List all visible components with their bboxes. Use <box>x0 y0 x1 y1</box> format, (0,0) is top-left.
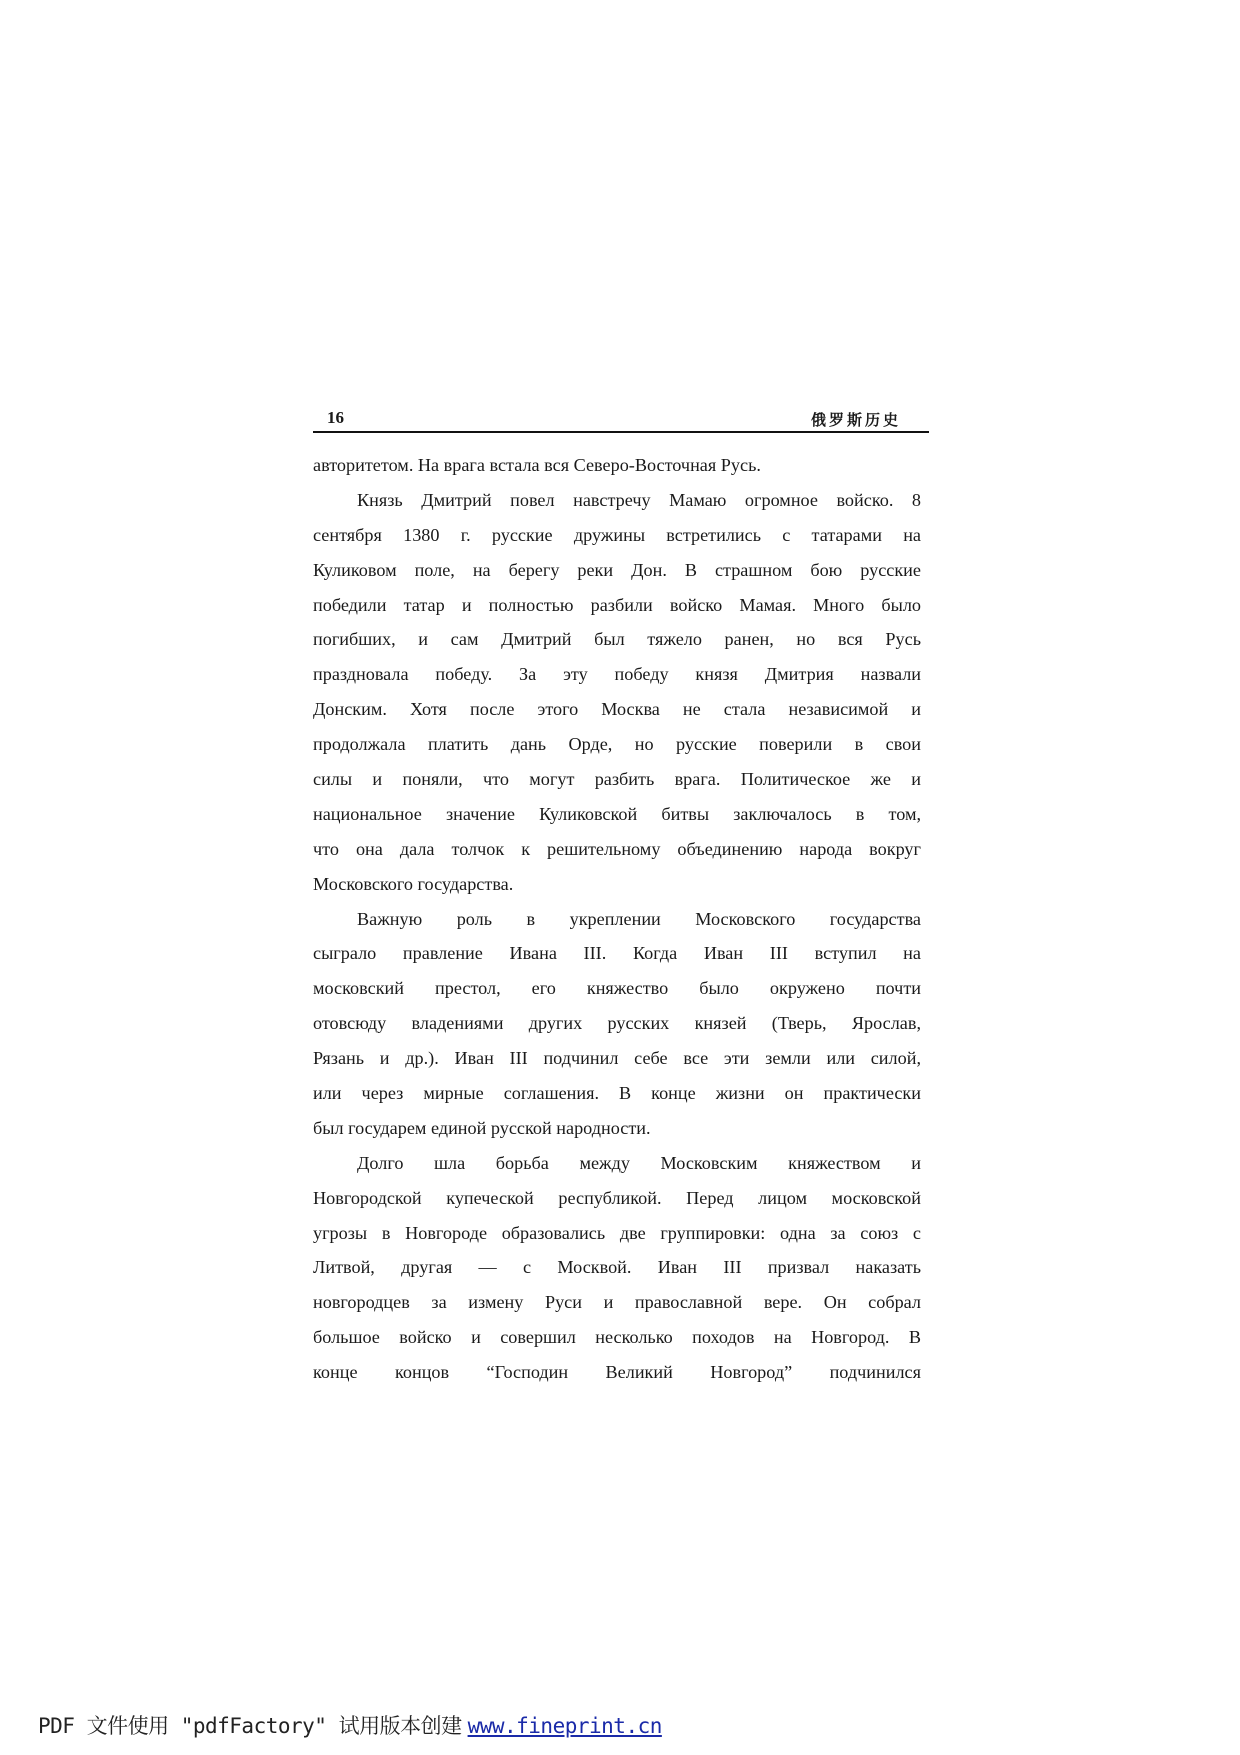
text-line: победили татар и полностью разбили войско Мамая. Много было <box>313 594 921 615</box>
text-line: погибших, и сам Дмитрий был тяжело ранен, но вся Русь <box>313 629 921 650</box>
text-line: или через мирные соглашения. В конце жизни он практически <box>313 1083 921 1104</box>
page-number: 16 <box>327 408 344 427</box>
text-line: Куликовом поле, на берегу реки Дон. В страшном бою русские <box>313 559 921 580</box>
pdf-watermark-footer <box>38 1710 662 1740</box>
text-line: Князь Дмитрий повел навстречу Мамаю огромное войско. 8 <box>357 489 921 510</box>
text-line: Долго шла борьба между Московским княжеством и <box>357 1152 921 1173</box>
text-line: большое войско и совершил несколько походов на Новгород. В <box>313 1327 921 1348</box>
text-line: конце концов “Господин Великий Новгород” подчинился <box>313 1362 921 1383</box>
text-line: силы и поняли, что могут разбить врага. Политическое же и <box>313 769 921 790</box>
text-line: Новгородской купеческой республикой. Перед лицом московской <box>313 1187 921 1208</box>
text-line: московский престол, его княжество было окружено почти <box>313 978 921 999</box>
text-line: национальное значение Куликовской битвы заключалось в том, <box>313 803 921 824</box>
text-line: что она дала толчок к решительному объединению народа вокруг <box>313 838 921 859</box>
text-line: Важную роль в укреплении Московского государства <box>357 908 921 929</box>
watermark-text: PDF 文件使用 "pdfFactory" 试用版本创建 <box>38 1714 462 1738</box>
running-title: 俄罗斯历史 <box>810 411 901 429</box>
body-text <box>313 450 921 1392</box>
text-line: был государем единой русской народности. <box>313 1117 651 1138</box>
text-line: сентября 1380 г. русские дружины встретились с татарами на <box>313 524 921 545</box>
page-header <box>313 406 929 432</box>
text-line: отовсюду владениями других русских князей (Тверь, Ярослав, <box>313 1013 921 1034</box>
text-line: Московского государства. <box>313 873 514 894</box>
text-line: авторитетом. На врага встала вся Северо-Восточная Русь. <box>313 455 761 475</box>
paragraph <box>313 450 921 485</box>
text-line: сыграло правление Ивана III. Когда Иван III вступил на <box>313 943 921 964</box>
header-rule <box>313 431 929 433</box>
text-line: праздновала победу. За эту победу князя Дмитрия назвали <box>313 664 921 685</box>
text-line: продолжала платить дань Орде, но русские поверили в свои <box>313 734 921 755</box>
text-line: Литвой, другая — с Москвой. Иван III призвал наказать <box>313 1257 921 1278</box>
fineprint-link[interactable]: www.fineprint.cn <box>467 1714 662 1738</box>
text-line: Рязань и др.). Иван III подчинил себе все эти земли или силой, <box>313 1048 921 1069</box>
text-line: угрозы в Новгороде образовались две группировки: одна за союз с <box>313 1222 921 1243</box>
text-line: Донским. Хотя после этого Москва не стала независимой и <box>313 699 921 720</box>
text-line: новгородцев за измену Руси и православной вере. Он собрал <box>313 1292 921 1313</box>
paragraph <box>313 485 921 904</box>
paragraph <box>313 1148 921 1392</box>
paragraph <box>313 904 921 1148</box>
